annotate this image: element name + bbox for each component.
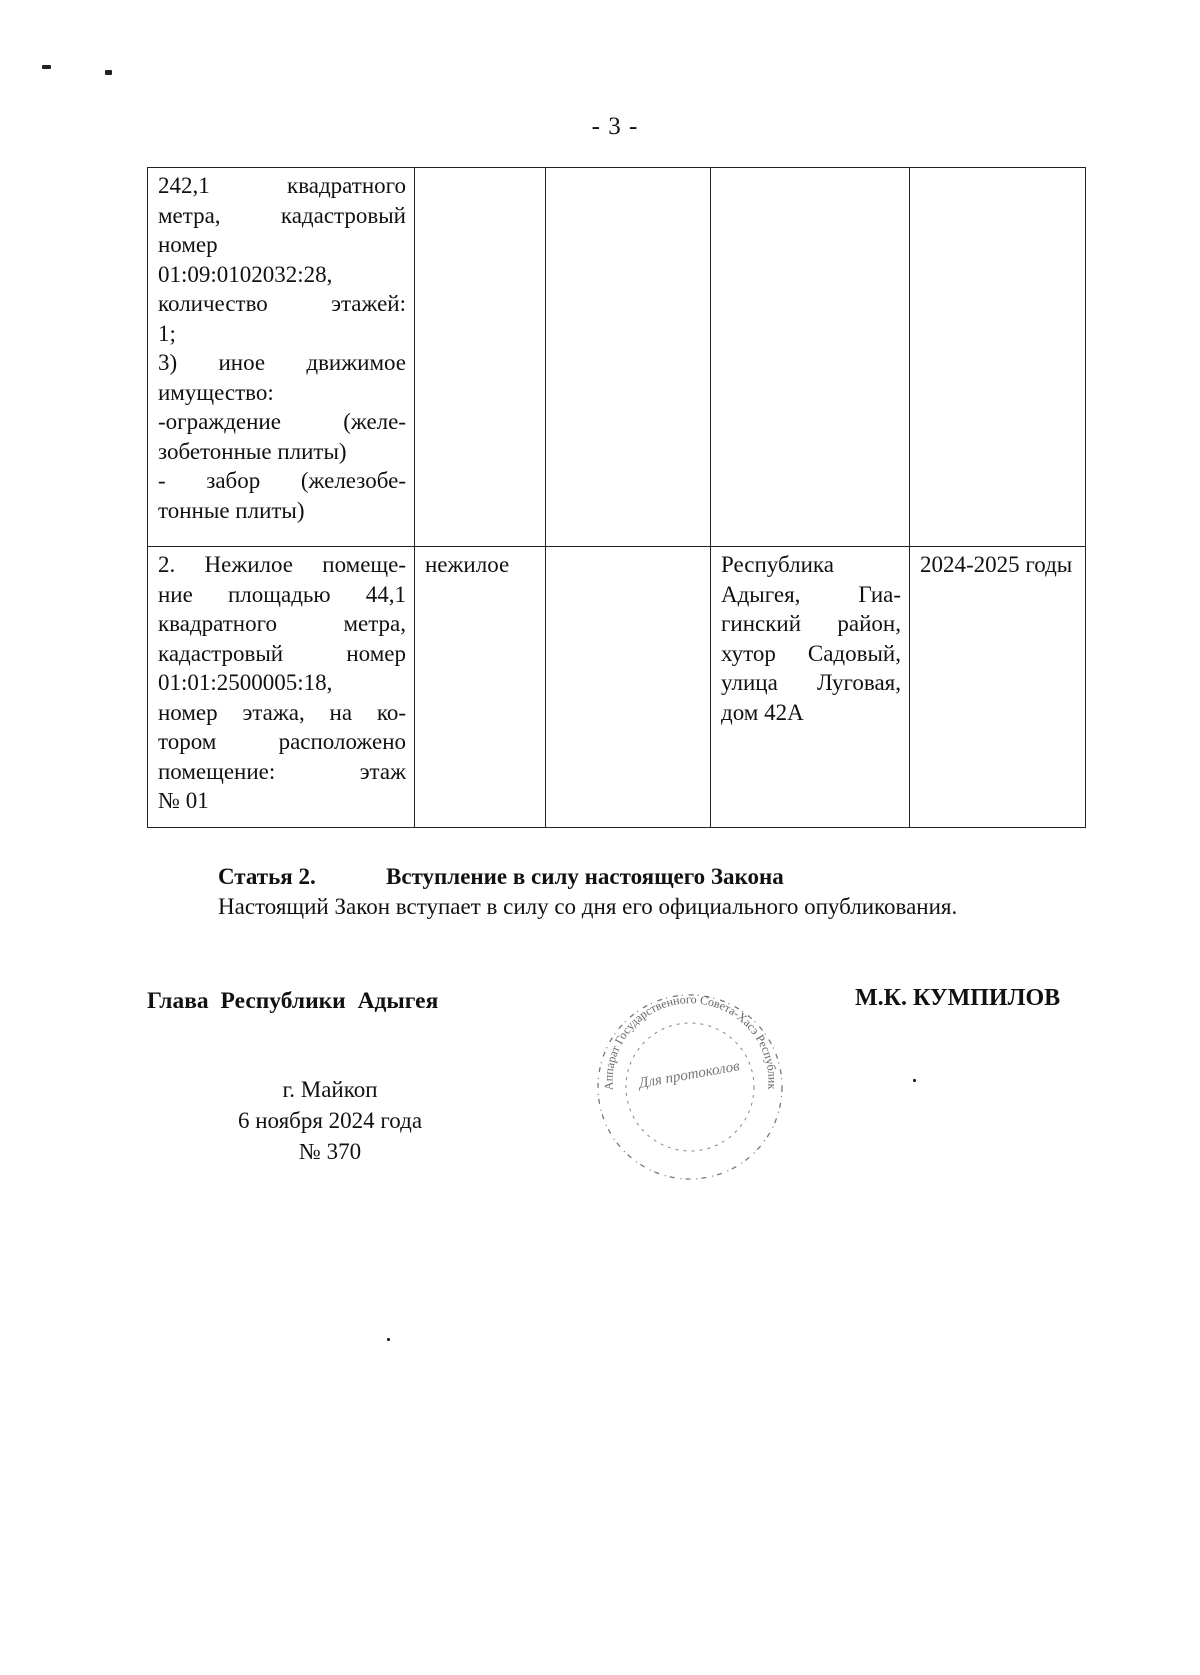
article-number: Статья 2. (218, 864, 316, 889)
stamp-inner-text: Для протоколов (637, 1058, 741, 1092)
table-cell (546, 547, 711, 828)
official-stamp (578, 975, 808, 1185)
description-line: имущество: (158, 379, 274, 405)
description-line: 1; (158, 320, 176, 346)
scan-speck (105, 70, 112, 75)
article-heading (218, 864, 784, 890)
period-cell: 2024-2025 годы (910, 547, 1086, 828)
description-line: ние площадью 44,1 (158, 581, 406, 607)
property-type-cell: нежилое (415, 547, 546, 828)
description-line: кадастровый номер (158, 640, 406, 666)
description-line: 2. Нежилое помеще- (158, 552, 406, 577)
description-line: 3) иное движимое (158, 350, 406, 375)
scan-speck (387, 1338, 390, 1341)
table-cell (546, 168, 711, 547)
table-row (148, 168, 1086, 547)
article-title: Вступление в силу настоящего Закона (386, 864, 784, 889)
description-line: 242,1 квадратного (158, 173, 406, 198)
stamp-outer-text: Аппарат Государственного Совета-Хасэ Республик (601, 992, 780, 1091)
address-line: улица Луговая, (721, 670, 901, 695)
description-line: номер этажа, на ко- (158, 699, 406, 725)
address-line: гинский район, (721, 611, 901, 636)
description-line: помещение: этаж (158, 758, 406, 784)
description-line: 01:09:0102032:28, (158, 261, 333, 287)
stamp-seal (578, 975, 808, 1185)
description-line: № 01 (158, 788, 209, 813)
property-description-cell (148, 168, 415, 547)
property-type-cell (415, 168, 546, 547)
law-number: № 370 (298, 1139, 362, 1164)
description-line: метра, кадастровый (158, 202, 406, 228)
address-line: Адыгея, Гиа- (721, 581, 901, 607)
description-line: 01:01:2500005:18, (158, 670, 333, 695)
scan-speck (913, 1079, 916, 1082)
article-body: Настоящий Закон вступает в силу со дня его официального опубликования. (218, 894, 958, 919)
city: г. Майкоп (282, 1077, 378, 1102)
address-line: дом 42А (721, 699, 804, 725)
period-cell (910, 168, 1086, 547)
address-cell (711, 168, 910, 547)
description-line: количество этажей: (158, 291, 406, 316)
address-line: хутор Садовый, (721, 640, 901, 666)
signer-name: М.К. КУМПИЛОВ (855, 985, 1061, 1011)
description-line: тором расположено (158, 729, 406, 754)
page-number: - 3 - (591, 113, 639, 140)
scan-speck (42, 65, 51, 69)
description-line: - забор (железобе- (158, 468, 406, 493)
description-line: квадратного метра, (158, 611, 406, 636)
place-date-block (190, 1074, 470, 1167)
description-line: тонные плиты) (158, 497, 305, 523)
address-line: Республика (721, 552, 834, 577)
date: 6 ноября 2024 года (237, 1108, 423, 1133)
description-line: -ограждение (желе- (158, 409, 406, 434)
address-cell (711, 547, 910, 828)
property-description-cell (148, 547, 415, 828)
description-line: зобетонные плиты) (158, 438, 347, 464)
description-line: номер (158, 232, 218, 257)
signer-title: Глава Республики Адыгея (147, 988, 439, 1014)
table-row (148, 547, 1086, 828)
property-table (147, 167, 1086, 828)
